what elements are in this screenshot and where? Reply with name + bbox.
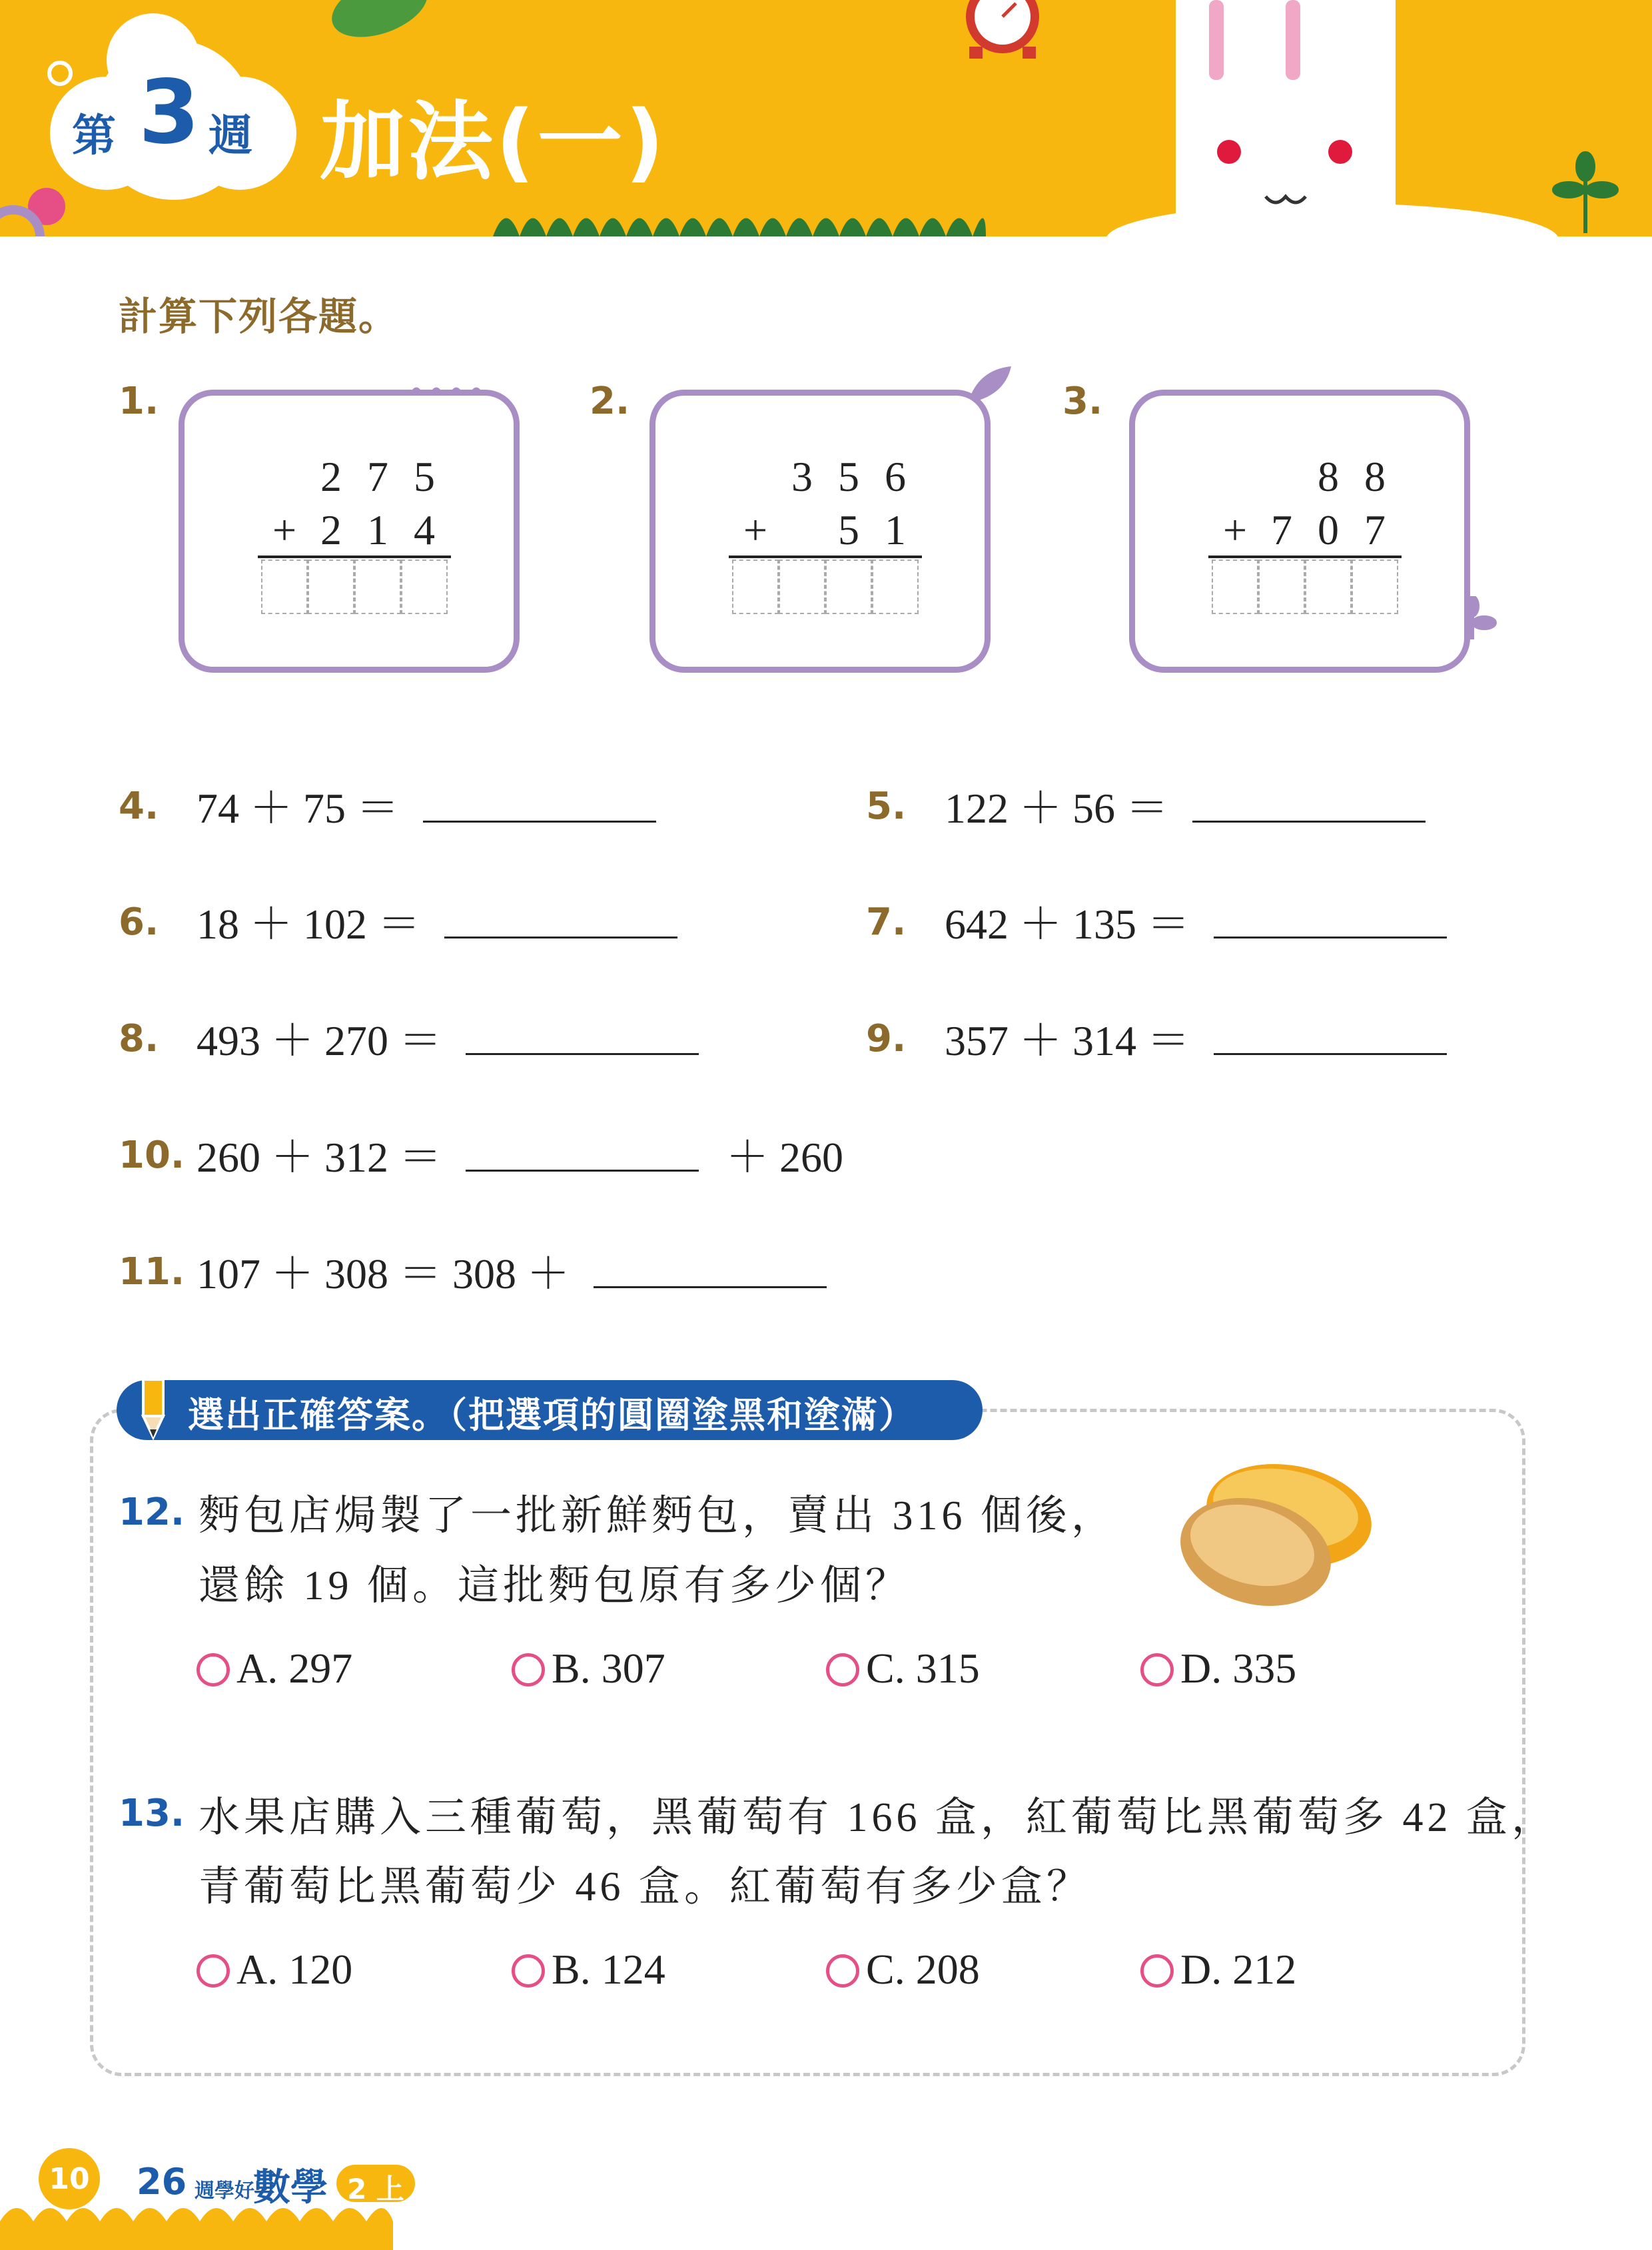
question-number: 4. (119, 785, 159, 828)
clock-icon (966, 0, 1039, 59)
equation-text: 260 ＋ 312 ＝ (197, 1134, 442, 1181)
equation (197, 774, 656, 835)
option-label: A. 120 (236, 1946, 353, 1993)
page-title: 加法(一) (320, 93, 667, 192)
option-circle[interactable] (512, 1954, 545, 1988)
answer-cell[interactable] (261, 560, 308, 614)
week-prefix: 第 (72, 110, 116, 161)
week-badge (72, 48, 272, 181)
question-line: 麪包店焗製了一批新鮮麪包，賣出 316 個後， (199, 1493, 1117, 1539)
answer-cell[interactable] (1212, 560, 1258, 614)
digit: 2 (320, 453, 342, 500)
page-number: 10 (49, 2162, 90, 2196)
purple-ring-deco (0, 210, 40, 236)
equation-text: 493 ＋ 270 ＝ (197, 1017, 442, 1064)
answer-cell[interactable] (825, 560, 872, 614)
sum-line (729, 556, 922, 558)
question-line: 水果店購入三種葡萄，黑葡萄有 166 盒，紅葡萄比黑葡萄多 42 盒， (199, 1795, 1557, 1840)
equation (945, 774, 1426, 835)
equation (197, 1123, 843, 1184)
option-b[interactable] (512, 1945, 665, 1994)
digit: 8 (1364, 453, 1386, 500)
small-circle-deco (49, 63, 71, 84)
question-number: 6. (119, 901, 159, 944)
digit: 7 (367, 453, 388, 500)
option-c[interactable] (826, 1644, 980, 1693)
grade-label: 2 上 (347, 2173, 404, 2205)
option-label: D. 212 (1180, 1946, 1297, 1993)
equation-text: 642 ＋ 135 ＝ (945, 901, 1190, 948)
vertical-box (179, 390, 520, 673)
answer-blank[interactable] (1214, 1020, 1447, 1055)
digit: 1 (367, 506, 388, 554)
option-label: C. 315 (866, 1645, 980, 1692)
vertical-box (649, 390, 991, 673)
digit: 7 (1271, 506, 1292, 554)
question-number: 2. (590, 380, 630, 423)
plus-sign: + (743, 506, 768, 554)
option-circle[interactable] (197, 1954, 230, 1988)
answer-cell[interactable] (732, 560, 779, 614)
sum-line (258, 556, 451, 558)
vertical-box (1129, 390, 1470, 673)
option-circle[interactable] (512, 1653, 545, 1687)
grass-deco (493, 218, 986, 237)
option-label: B. 124 (552, 1946, 665, 1993)
answer-blank[interactable] (466, 1020, 699, 1055)
equation-text: 357 ＋ 314 ＝ (945, 1017, 1190, 1064)
digit: 5 (838, 506, 859, 554)
digit: 5 (414, 453, 435, 500)
option-c[interactable] (826, 1945, 980, 1994)
option-label: B. 307 (552, 1645, 665, 1692)
option-label: D. 335 (1180, 1645, 1297, 1692)
option-a[interactable] (197, 1945, 352, 1994)
option-a[interactable] (197, 1644, 352, 1693)
digit: 3 (791, 453, 813, 500)
week-number: 3 (139, 61, 200, 164)
digit: 5 (838, 453, 859, 500)
question-number: 11. (119, 1250, 185, 1294)
equation (945, 1006, 1447, 1068)
equation-text: 122 ＋ 56 ＝ (945, 785, 1168, 832)
answer-cell[interactable] (1305, 560, 1352, 614)
question-number: 8. (119, 1017, 159, 1060)
answer-blank[interactable] (444, 903, 677, 938)
answer-cell[interactable] (1258, 560, 1305, 614)
option-circle[interactable] (197, 1653, 230, 1687)
pencil-icon (130, 1376, 177, 1443)
option-circle[interactable] (826, 1653, 859, 1687)
bread-icon (1176, 1455, 1376, 1609)
answer-blank[interactable] (423, 787, 656, 823)
top-number-row (1135, 452, 1464, 506)
question-line: 青葡萄比黑葡萄少 46 盒。紅葡萄有多少盒？ (199, 1864, 1092, 1910)
digit: 2 (320, 506, 342, 554)
answer-blank[interactable] (1192, 787, 1426, 823)
section-title: 選出正確答案。（把選項的圓圈塗黑和塗滿） (188, 1394, 916, 1436)
question-number: 12. (119, 1491, 185, 1534)
brand-subject: 數學 (253, 2166, 328, 2209)
digit: 4 (414, 506, 435, 554)
equation-tail: ＋ 260 (726, 1134, 843, 1181)
question-number: 5. (866, 785, 907, 828)
digit: 6 (885, 453, 906, 500)
sprout-icon (1554, 153, 1617, 233)
sum-line (1208, 556, 1402, 558)
option-label: C. 208 (866, 1946, 980, 1993)
week-suffix: 週 (208, 110, 252, 161)
option-circle[interactable] (1140, 1954, 1174, 1988)
option-d[interactable] (1140, 1945, 1296, 1994)
question-number: 7. (866, 901, 907, 944)
equation (945, 890, 1447, 951)
digit: 1 (885, 506, 906, 554)
plus-sign: + (1222, 506, 1248, 554)
question-number: 3. (1062, 380, 1103, 423)
question-number: 13. (119, 1792, 185, 1835)
brand-tagline: 週學好 (195, 2179, 254, 2203)
answer-cell[interactable] (308, 560, 354, 614)
top-number-row (185, 452, 514, 506)
answer-cell[interactable] (779, 560, 825, 614)
digit: 8 (1318, 453, 1339, 500)
equation (197, 1006, 699, 1068)
answer-blank[interactable] (594, 1253, 827, 1288)
bottom-number-row (1135, 506, 1464, 559)
answer-cell[interactable] (872, 560, 919, 614)
leaf-icon (324, 0, 436, 49)
option-b[interactable] (512, 1644, 665, 1693)
equation (197, 1240, 827, 1301)
question-line: 還餘 19 個。這批麪包原有多少個？ (199, 1563, 911, 1609)
option-label: A. 297 (236, 1645, 353, 1692)
digit: 0 (1318, 506, 1339, 554)
bottom-number-row (655, 506, 985, 559)
digit: 7 (1364, 506, 1386, 554)
question-number: 1. (119, 380, 159, 423)
top-number-row (655, 452, 985, 506)
answer-blank[interactable] (466, 1136, 699, 1172)
equation-text: 18 ＋ 102 ＝ (197, 901, 420, 948)
equation-text: 74 ＋ 75 ＝ (197, 785, 399, 832)
equation (197, 890, 677, 951)
option-circle[interactable] (826, 1954, 859, 1988)
answer-cell[interactable] (354, 560, 401, 614)
bunny-icon (1106, 0, 1559, 236)
answer-blank[interactable] (1214, 903, 1447, 938)
bottom-number-row (185, 506, 514, 559)
option-circle[interactable] (1140, 1653, 1174, 1687)
instruction-text: 計算下列各題。 (119, 294, 399, 339)
answer-cell[interactable] (1352, 560, 1398, 614)
answer-cell[interactable] (401, 560, 448, 614)
question-number: 10. (119, 1134, 185, 1177)
plus-sign: + (272, 506, 297, 554)
question-number: 9. (866, 1017, 907, 1060)
equation-text: 107 ＋ 308 ＝ 308 ＋ (197, 1250, 570, 1298)
brand-weeks: 26 (137, 2161, 187, 2203)
option-d[interactable] (1140, 1644, 1296, 1693)
